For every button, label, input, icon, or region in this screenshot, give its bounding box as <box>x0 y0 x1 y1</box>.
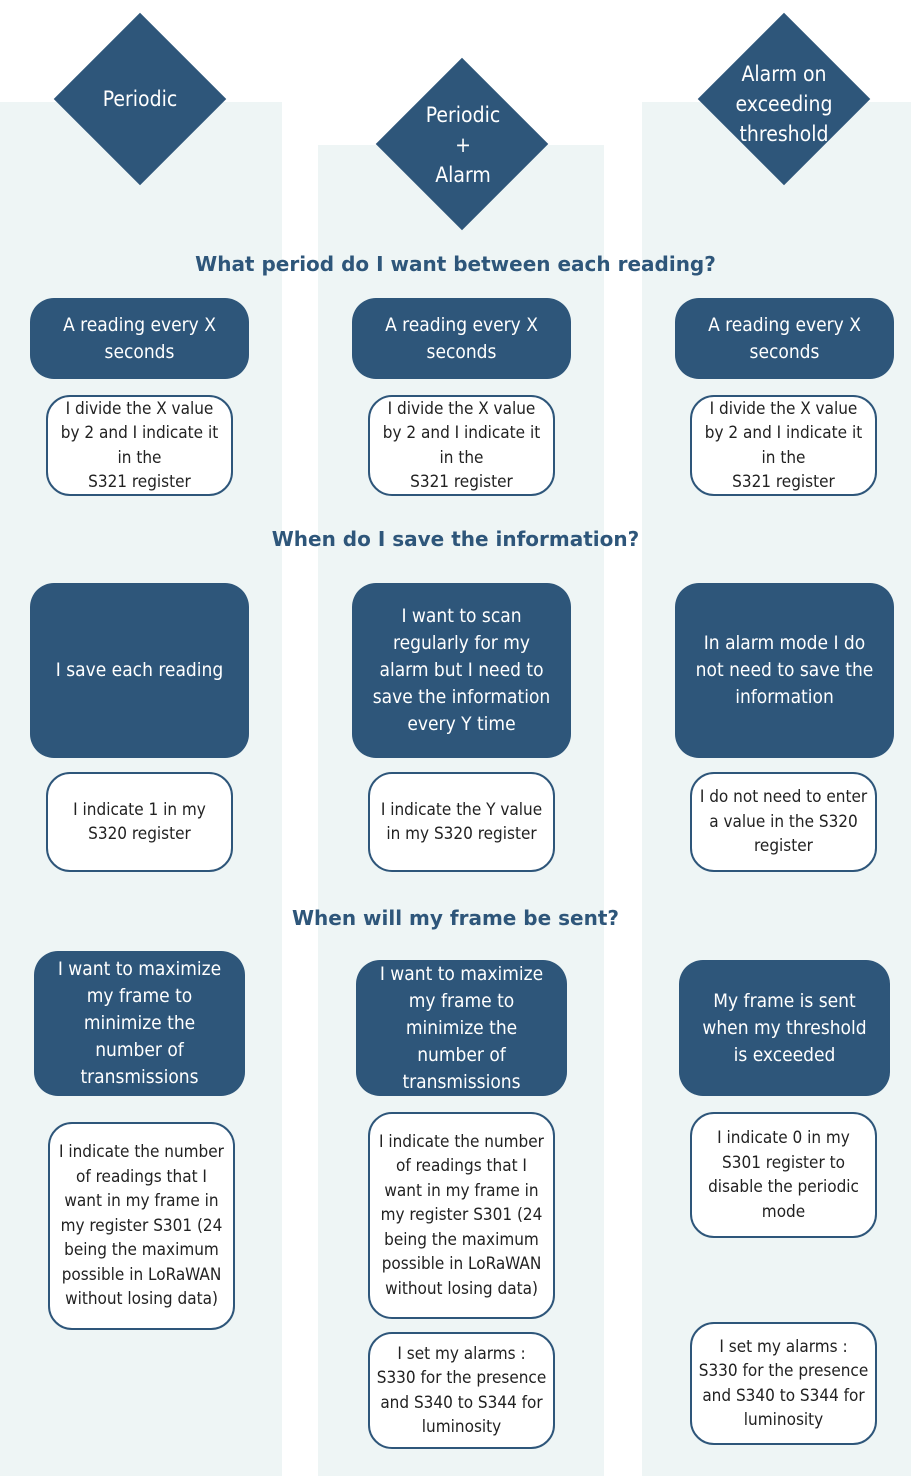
reading-box-periodic: A reading every X seconds <box>30 298 249 379</box>
reading-note-periodic-alarm: I divide the X value by 2 and I indicate it in the S321 register <box>368 395 555 496</box>
diamond-label-periodic-alarm: Periodic + Alarm <box>425 103 501 187</box>
reading-note-periodic: I divide the X value by 2 and I indicate it in the S321 register <box>46 395 233 496</box>
send-box-alarm-threshold: My frame is sent when my threshold is exceeded <box>679 960 890 1096</box>
heading-period: What period do I want between each reading? <box>195 252 716 276</box>
reading-box-alarm-threshold: A reading every X seconds <box>675 298 894 379</box>
send-box-periodic: I want to maximize my frame to minimize the number of transmissions <box>34 951 245 1096</box>
save-box-periodic-alarm: I want to scan regularly for my alarm but I need to save the information every Y time <box>352 583 571 758</box>
send-note-periodic: I indicate the number of readings that I want in my frame in my register S301 (24 being the maximum possible in LoRaWAN without losing data) <box>48 1122 235 1330</box>
reading-box-periodic-alarm: A reading every X seconds <box>352 298 571 379</box>
alarm-note-periodic-alarm: I set my alarms : S330 for the presence and S340 to S344 for luminosity <box>368 1332 555 1449</box>
send-box-periodic-alarm: I want to maximize my frame to minimize the number of transmissions <box>356 960 567 1096</box>
diamond-label-alarm-threshold: Alarm on exceeding threshold <box>735 62 833 146</box>
heading-save: When do I save the information? <box>271 527 640 551</box>
save-note-alarm-threshold: I do not need to enter a value in the S320 register <box>690 772 877 872</box>
heading-send: When will my frame be sent? <box>291 906 620 930</box>
reading-note-alarm-threshold: I divide the X value by 2 and I indicate it in the S321 register <box>690 395 877 496</box>
save-box-periodic: I save each reading <box>30 583 249 758</box>
save-note-periodic: I indicate 1 in my S320 register <box>46 772 233 872</box>
save-box-alarm-threshold: In alarm mode I do not need to save the information <box>675 583 894 758</box>
send-note-alarm-threshold: I indicate 0 in my S301 register to disable the periodic mode <box>690 1112 877 1238</box>
send-note-periodic-alarm: I indicate the number of readings that I want in my frame in my register S301 (24 being the maximum possible in LoRaWAN without losing data) <box>368 1112 555 1319</box>
alarm-note-alarm-threshold: I set my alarms : S330 for the presence and S340 to S344 for luminosity <box>690 1322 877 1445</box>
diamond-label-periodic: Periodic <box>102 87 178 111</box>
save-note-periodic-alarm: I indicate the Y value in my S320 register <box>368 772 555 872</box>
